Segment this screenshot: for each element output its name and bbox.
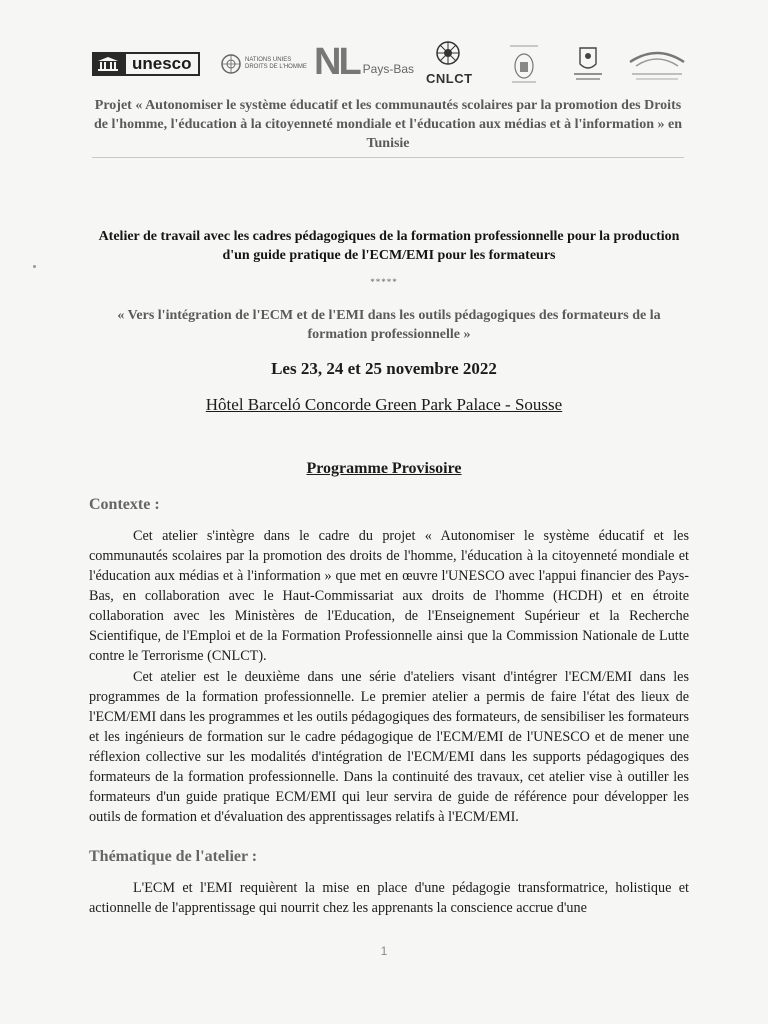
- workshop-subtitle: « Vers l'intégration de l'ECM et de l'EMI dans les outils pédagogiques des formateurs de la formation professionnelle »: [117, 308, 661, 342]
- unesco-logo: [92, 52, 200, 76]
- un-emblem-icon: [220, 53, 242, 75]
- nl-mark: NL: [314, 41, 359, 83]
- unesco-temple-icon: [92, 52, 124, 76]
- logo-bar: [92, 40, 692, 88]
- workshop-venue: Hôtel Barceló Concorde Green Park Palace - Sousse: [205, 395, 563, 414]
- tunisia-ministry-emblem-icon: [568, 42, 608, 91]
- workshop-title: Atelier de travail avec les cadres pédagogiques de la formation professionnelle pour la production d'un guide pratique de l'ECM/EMI pour les formateurs: [98, 229, 680, 263]
- un-line-2: DROITS DE L'HOMME: [245, 64, 307, 70]
- nl-country: Pays-Bas: [362, 62, 415, 76]
- cnlct-emblem-icon: [435, 40, 461, 66]
- project-title: Projet « Autonomiser le système éducatif et les communautés scolaires par la promotion des Droits de l'homme, l'éducation à la citoyenneté mondiale et l'éducation aux médias et à l'information » en Tunisie: [94, 98, 682, 151]
- contexte-heading: Contexte :: [89, 496, 160, 513]
- un-line-1: NATIONS UNIES: [245, 57, 292, 63]
- programme-title: Programme Provisoire: [306, 460, 462, 477]
- scan-speck: [33, 265, 36, 268]
- netherlands-logo: [314, 41, 415, 83]
- unesco-wordmark: unesco: [124, 52, 200, 76]
- workshop-dates: Les 23, 24 et 25 novembre 2022: [271, 359, 497, 378]
- contexte-paragraph-2: Cet atelier est le deuxième dans une série d'ateliers visant d'intégrer l'ECM/EMI dans les programmes de la formation professionnelle. Le premier atelier a permis de faire l'état des lieux de l'ECM/EMI dans les programmes et les outils pédagogiques des formateurs, de sensibiliser les formateurs et les ingénieurs de formation sur le cadre pédagogique de l'ECM/EMI de l'UNESCO et de mener une réflexion collective sur les modalités d'intégration de l'ECM/EMI dans les supports pédagogiques des formateurs de la formation professionnelle. Dans la continuité des travaux, cet atelier vise à outiller les formateurs d'un guide pratique ECM/EMI qui leur servira de guide de référence pour développer les outils de formation et d'évaluation des apprentissages relatifs à l'ECM/EMI.: [89, 669, 689, 825]
- page-number: 1: [380, 944, 388, 958]
- un-human-rights-logo: [220, 50, 310, 78]
- cnlct-wordmark: CNLCT: [426, 71, 473, 86]
- cnlct-logo: [426, 40, 473, 86]
- ministry-emblem-icon: [504, 42, 544, 91]
- header-divider: [92, 157, 684, 158]
- thematique-paragraph-1: L'ECM et l'EMI requièrent la mise en place d'une pédagogie transformatrice, holistique et actionnelle de l'apprentissage qui nourrit chez les apprenants la conscience accrue d'une: [89, 880, 689, 916]
- training-agency-logo-icon: [626, 44, 688, 89]
- contexte-paragraph-1: Cet atelier s'intègre dans le cadre du projet « Autonomiser le système éducatif et les communautés scolaires par la promotion des droits de l'homme, l'éducation à la citoyenneté mondiale et l'éducation aux médias et à l'information » que met en œuvre l'UNESCO avec l'appui financier des Pays-Bas, en collaboration avec le Haut-Commissariat aux droits de l'homme (HCDH) et en étroite collaboration avec les Ministères de l'Education, de l'Enseignement Supérieur et la Recherche Scientifique, de l'Emploi et de la Formation Professionnelle ainsi que la Commission Nationale de Lutte contre le Terrorisme (CNLCT).: [89, 528, 689, 664]
- thematique-heading: Thématique de l'atelier :: [89, 848, 258, 865]
- title-separator: *****: [370, 277, 398, 287]
